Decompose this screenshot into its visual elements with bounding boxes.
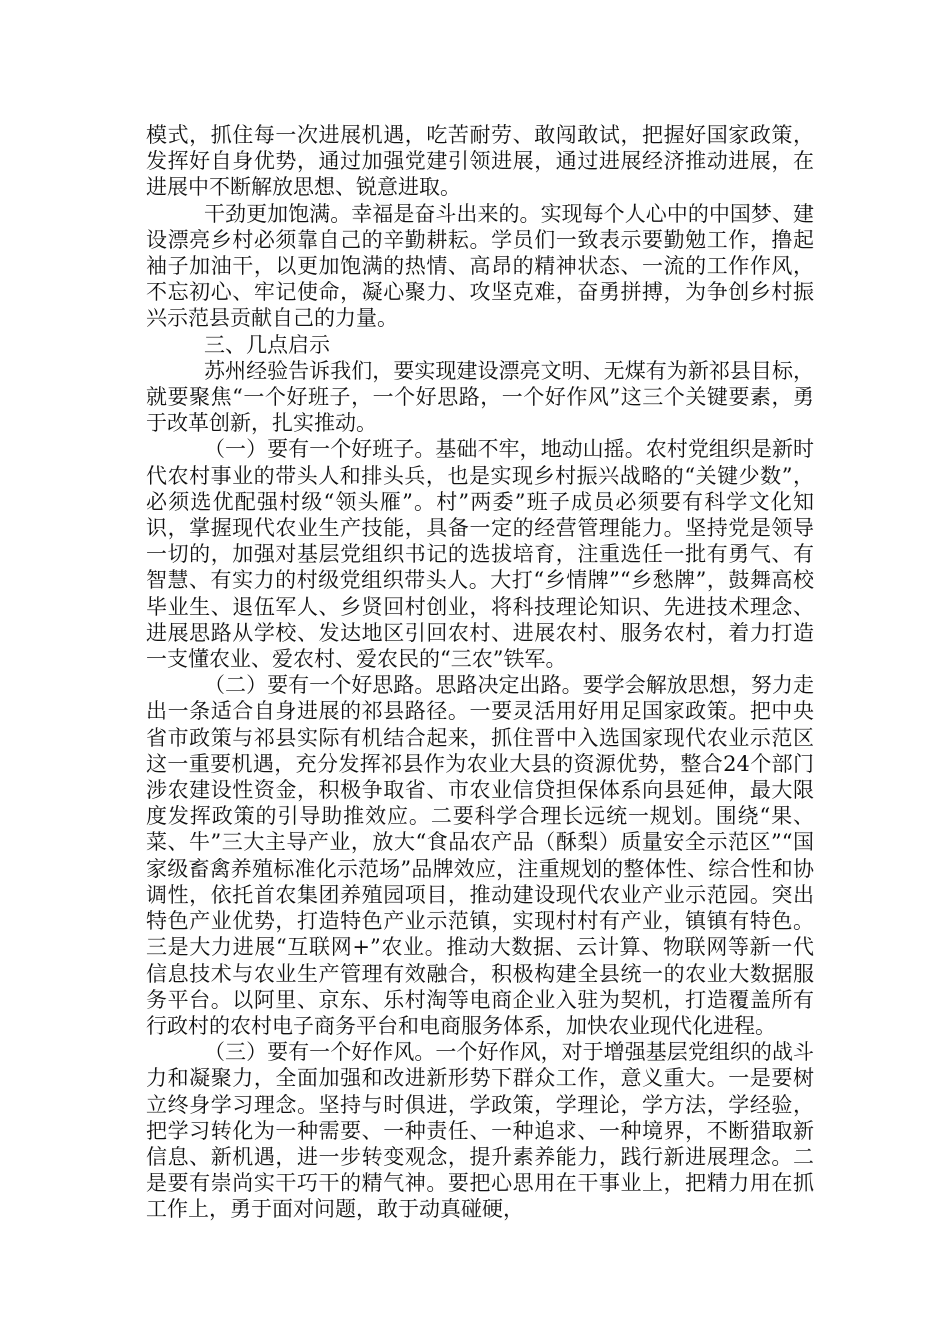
paragraph-good-team: （一）要有一个好班子。基础不牢，地动山摇。农村党组织是新时代农村事业的带头人和排头兵，也是实现乡村振兴战略的“关键少数”，必须选优配强村级“领头雁”。村”两委”班子成员必须要有科学文化知识，掌握现代农业生产技能，具备一定的经营管理能力。坚持党是领导一切的，加强对基层党组织书记的选拔培育，注重选任一批有勇气、有智慧、有实力的村级党组织带头人。大打“乡情牌”“乡愁牌”，鼓舞高校毕业生、退伍军人、乡贤回村创业，将科技理论知识、先进技术理念、进展思路从学校、发达地区引回农村、进展农村、服务农村，着力打造一支懂农业、爱农村、爱农民的“三农”铁军。 [146, 437, 814, 672]
section-heading: 三、几点启示 [204, 332, 330, 357]
paragraph-enthusiasm: 干劲更加饱满。幸福是奋斗出来的。实现每个人心中的中国梦、建设漂亮乡村必须靠自己的辛勤耕耘。学员们一致表示要勤勉工作，撸起袖子加油干，以更加饱满的热情、高昂的精神状态、一流的工作作风，不忘初心、牢记使命，凝心聚力、攻坚克难，奋勇拼搏，为争创乡村振兴示范县贡献自己的力量。 [146, 201, 814, 331]
paragraph-suzhou-lesson: 苏州经验告诉我们，要实现建设漂亮文明、无煤有为新祁县目标，就要聚焦“一个好班子，一个好思路，一个好作风”这三个关键要素，勇于改革创新，扎实推动。 [146, 358, 814, 436]
paragraph-continuation: 模式，抓住每一次进展机遇，吃苦耐劳、敢闯敢试，把握好国家政策，发挥好自身优势，通过加强党建引领进展，通过进展经济推动进展，在进展中不断解放思想、锐意进取。 [146, 123, 814, 200]
paragraph-good-style: （三）要有一个好作风。一个好作风，对于增强基层党组织的战斗力和凝聚力，全面加强和改进新形势下群众工作，意义重大。一是要树立终身学习理念。坚持与时俱进，学政策，学理论，学方法，学经验，把学习转化为一种需要、一种责任、一种追求、一种境界，不断猎取新信息、新机遇，进一步转变观念，提升素养能力，践行新进展理念。二是要有崇尚实干巧干的精气神。要把心思用在干事业上，把精力用在抓工作上，勇于面对问题，敢于动真碰硬， [146, 1040, 814, 1222]
document-body [146, 122, 814, 1223]
paragraph-good-thinking: （二）要有一个好思路。思路决定出路。要学会解放思想，努力走出一条适合自身进展的祁县路径。一要灵活用好用足国家政策。把中央省市政策与祁县实际有机结合起来，抓住晋中入选国家现代农业示范区这一重要机遇，充分发挥祁县作为农业大县的资源优势，整合24个部门涉农建设性资金，积极争取省、市农业信贷担保体系向县延伸，最大限度发挥政策的引导助推效应。二要科学合理长远统一规划。围绕“果、菜、牛”三大主导产业，放大“食品农产品（酥梨）质量安全示范区”“国家级畜禽养殖标准化示范场”品牌效应，注重规划的整体性、综合性和协调性，依托首农集团养殖园项目，推动建设现代农业产业示范园。突出特色产业优势，打造特色产业示范镇，实现村村有产业，镇镇有特色。三是大力进展“互联网+”农业。推动大数据、云计算、物联网等新一代信息技术与农业生产管理有效融合，积极构建全县统一的农业大数据服务平台。以阿里、京东、乐村淘等电商企业入驻为契机，打造覆盖所有行政村的农村电子商务平台和电商服务体系，加快农业现代化进程。 [146, 673, 814, 1038]
